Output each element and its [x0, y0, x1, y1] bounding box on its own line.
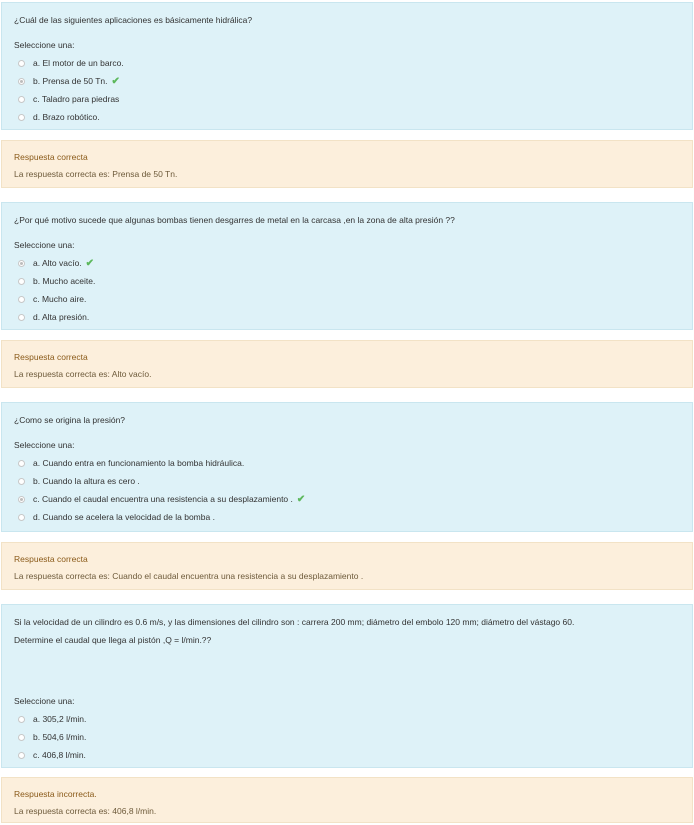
radio-button[interactable]: [18, 78, 25, 85]
radio-button[interactable]: [18, 260, 25, 267]
answer-option[interactable]: [14, 472, 680, 490]
question-text: ¿Como se origina la presión?: [14, 415, 126, 425]
feedback-text: La respuesta correcta es: Alto vacío.: [14, 369, 152, 379]
select-prompt: Seleccione una:: [14, 240, 75, 250]
option-label: d. Alta presión.: [33, 312, 90, 322]
check-icon: ✔: [296, 493, 306, 505]
option-label: c. Cuando el caudal encuentra una resistencia a su desplazamiento .: [33, 494, 293, 504]
answer-option[interactable]: [14, 746, 680, 764]
feedback-text: La respuesta correcta es: Prensa de 50 Tn.: [14, 169, 178, 179]
feedback-title: Respuesta correcta: [14, 352, 88, 362]
answer-option[interactable]: [14, 108, 680, 126]
radio-button[interactable]: [18, 734, 25, 741]
feedback-4: [1, 777, 693, 823]
radio-button[interactable]: [18, 460, 25, 467]
option-label: b. Prensa de 50 Tn.: [33, 76, 108, 86]
radio-button[interactable]: [18, 96, 25, 103]
select-prompt: Seleccione una:: [14, 40, 75, 50]
radio-button[interactable]: [18, 716, 25, 723]
question-text-line-2: Determine el caudal que llega al pistón ,Q = l/min.??: [14, 635, 212, 645]
question-text: Si la velocidad de un cilindro es 0.6 m/s, y las dimensiones del cilindro son : carrera 200 mm; diámetro del embolo 120 mm; diámetro del vástago 60.: [14, 617, 575, 627]
radio-button[interactable]: [18, 478, 25, 485]
option-label: d. Brazo robótico.: [33, 112, 100, 122]
feedback-3: [1, 542, 693, 590]
answer-option[interactable]: [14, 508, 680, 526]
check-icon: ✔: [111, 75, 120, 87]
radio-button[interactable]: [18, 314, 25, 321]
question-2: [1, 202, 693, 330]
option-label: c. 406,8 l/min.: [33, 750, 86, 760]
answer-option[interactable]: [14, 290, 680, 308]
radio-button[interactable]: [18, 114, 25, 121]
option-label: c. Taladro para piedras: [33, 94, 120, 104]
radio-button[interactable]: [18, 496, 25, 503]
option-label: b. Cuando la altura es cero .: [33, 476, 140, 486]
option-label: a. 305,2 l/min.: [33, 714, 87, 724]
feedback-text: La respuesta correcta es: Cuando el caudal encuentra una resistencia a su desplazamiento .: [14, 571, 364, 581]
feedback-1: [1, 140, 693, 188]
option-label: d. Cuando se acelera la velocidad de la bomba .: [33, 512, 215, 522]
option-label: c. Mucho aire.: [33, 294, 87, 304]
answer-option[interactable]: [14, 90, 680, 108]
check-icon: ✔: [85, 257, 95, 269]
answer-option[interactable]: [14, 308, 680, 326]
select-prompt: Seleccione una:: [14, 440, 75, 450]
radio-button[interactable]: [18, 514, 25, 521]
question-1: [1, 2, 693, 130]
radio-button[interactable]: [18, 278, 25, 285]
option-label: a. Cuando entra en funcionamiento la bomba hidráulica.: [33, 458, 245, 468]
answer-option[interactable]: [14, 72, 680, 90]
feedback-title: Respuesta correcta: [14, 554, 88, 564]
radio-button[interactable]: [18, 296, 25, 303]
question-text: ¿Cuál de las siguientes aplicaciones es básicamente hidrálica?: [14, 15, 253, 25]
option-label: a. El motor de un barco.: [33, 58, 124, 68]
radio-button[interactable]: [18, 752, 25, 759]
answer-option[interactable]: [14, 254, 680, 272]
question-3: [1, 402, 693, 532]
question-4: [1, 604, 693, 768]
feedback-text: La respuesta correcta es: 406,8 l/min.: [14, 806, 157, 816]
option-label: a. Alto vacío.: [33, 258, 82, 268]
answer-option[interactable]: [14, 454, 680, 472]
answer-option[interactable]: [14, 54, 680, 72]
answer-option[interactable]: [14, 728, 680, 746]
option-label: b. 504,6 l/min.: [33, 732, 87, 742]
answer-option[interactable]: [14, 490, 680, 508]
feedback-title: Respuesta correcta: [14, 152, 88, 162]
radio-button[interactable]: [18, 60, 25, 67]
answer-option[interactable]: [14, 272, 680, 290]
select-prompt: Seleccione una:: [14, 696, 75, 706]
answer-option[interactable]: [14, 710, 680, 728]
feedback-title: Respuesta incorrecta.: [14, 789, 97, 799]
feedback-2: [1, 340, 693, 388]
question-text: ¿Por qué motivo sucede que algunas bombas tienen desgarres de metal en la carcasa ,en la zona de alta presión ??: [14, 215, 455, 225]
option-label: b. Mucho aceite.: [33, 276, 96, 286]
